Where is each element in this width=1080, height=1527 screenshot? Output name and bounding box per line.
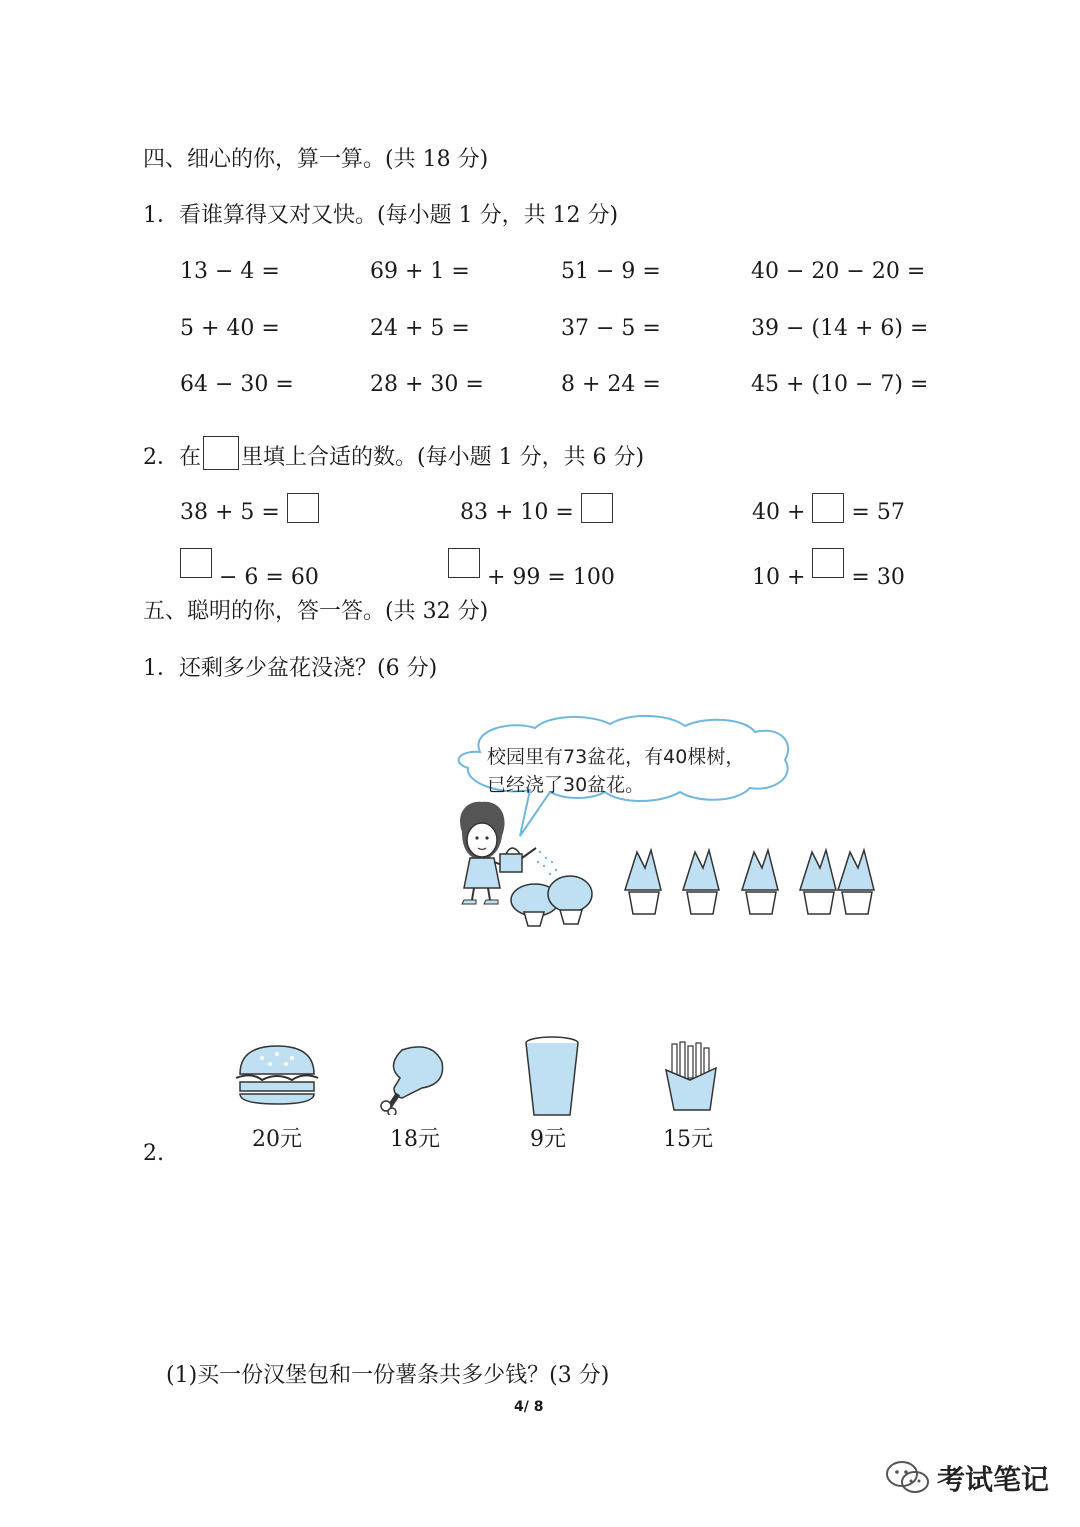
answer-box[interactable] — [581, 493, 613, 523]
calc-item: 64 − 30 = — [180, 372, 294, 397]
fill-expression: 83 + 10 = — [460, 500, 574, 525]
calc-item: 5 + 40 = — [180, 316, 280, 341]
potted-plant — [625, 850, 661, 914]
fill-expression-pre: 40 + — [752, 500, 806, 525]
calc-item: 69 + 1 = — [370, 259, 470, 284]
price-fries: 15元 — [663, 1127, 713, 1152]
fill-item — [180, 548, 319, 592]
fill-item — [752, 493, 905, 527]
fill-item — [448, 548, 615, 592]
question-2-title — [143, 436, 644, 472]
answer-box[interactable] — [287, 493, 319, 523]
answer-box[interactable] — [812, 493, 844, 523]
fill-expression-pre: 10 + — [752, 565, 806, 590]
wechat-icon — [885, 1460, 931, 1496]
calc-item: 45 + (10 − 7) = — [751, 372, 929, 397]
question-5-1-title: 1．还剩多少盆花没浇？(6 分) — [143, 656, 438, 681]
drink-cup-icon — [522, 1035, 582, 1120]
calc-item: 39 − (14 + 6) = — [751, 316, 929, 341]
fries-icon — [660, 1040, 722, 1115]
price-drink: 9元 — [530, 1127, 566, 1152]
calc-item: 37 − 5 = — [561, 316, 661, 341]
potted-plant — [838, 850, 874, 914]
question-5-2-number: 2. — [143, 1141, 164, 1166]
watering-can — [500, 848, 536, 872]
watermark-text: 考试笔记 — [937, 1463, 1050, 1496]
answer-box[interactable] — [448, 548, 480, 578]
speech-bubble-line-1: 校园里有73盆花，有40棵树， — [487, 746, 745, 768]
girl-figure — [460, 802, 510, 904]
calc-item: 40 − 20 − 20 = — [751, 259, 926, 284]
fill-item — [460, 493, 613, 527]
question-2-title-pre: 2．在 — [143, 445, 201, 470]
potted-plant — [800, 850, 836, 914]
fill-expression-post: = 57 — [851, 500, 905, 525]
section-5-title: 五、聪明的你，答一答。(共 32 分) — [143, 599, 489, 624]
answer-box[interactable] — [812, 548, 844, 578]
price-hamburger: 20元 — [252, 1127, 302, 1152]
answer-box-sample — [203, 436, 239, 470]
answer-box[interactable] — [180, 548, 212, 578]
fill-expression: 38 + 5 = — [180, 500, 280, 525]
fill-item — [752, 548, 905, 592]
fill-expression-post: + 99 = 100 — [487, 565, 615, 590]
calc-item: 8 + 24 = — [561, 372, 661, 397]
page-number: 4/ 8 — [514, 1399, 544, 1415]
hamburger-icon — [232, 1040, 322, 1110]
calc-item: 24 + 5 = — [370, 316, 470, 341]
calc-item: 51 − 9 = — [561, 259, 661, 284]
question-1-title: 1．看谁算得又对又快。(每小题 1 分，共 12 分) — [143, 203, 619, 228]
watermark — [885, 1458, 1049, 1498]
watered-flowers — [511, 876, 592, 926]
sub-question-1: (1)买一份汉堡包和一份薯条共多少钱？(3 分) — [166, 1363, 610, 1388]
question-2-title-post: 里填上合适的数。(每小题 1 分，共 6 分) — [241, 445, 645, 470]
fill-expression-post: − 6 = 60 — [219, 565, 319, 590]
calc-item: 13 − 4 = — [180, 259, 280, 284]
potted-plant — [683, 850, 719, 914]
calc-item: 28 + 30 = — [370, 372, 484, 397]
fill-expression-post: = 30 — [851, 565, 905, 590]
chicken-leg-icon — [372, 1040, 452, 1115]
water-drops — [537, 851, 561, 879]
speech-bubble-line-2: 已经浇了30盆花。 — [487, 774, 645, 796]
potted-plant — [742, 850, 778, 914]
price-chicken-leg: 18元 — [390, 1127, 440, 1152]
fill-item — [180, 493, 319, 527]
section-4-title: 四、细心的你，算一算。(共 18 分) — [143, 147, 489, 172]
